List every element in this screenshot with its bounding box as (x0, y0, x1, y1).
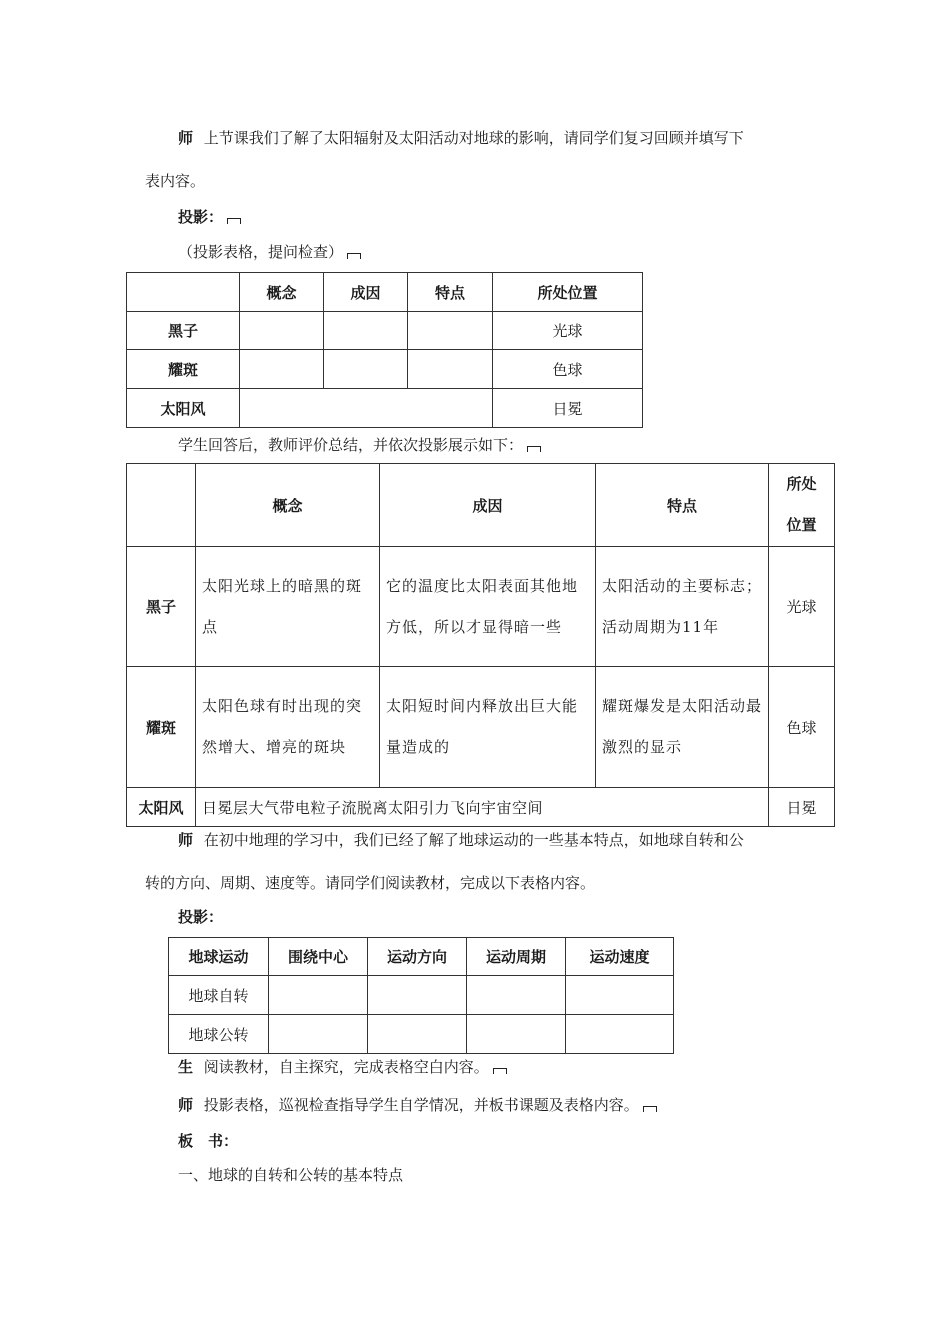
row-label: 太阳风 (127, 788, 196, 827)
blank-cell (324, 312, 408, 350)
projection-note: （投影表格，提问检查） (178, 241, 361, 262)
blank-cell (324, 350, 408, 389)
table-row (169, 1015, 674, 1054)
table-row (127, 667, 835, 788)
table-header-cell: 所处 位置 (769, 464, 835, 547)
paragraph-student: 生 阅读教材，自主探究，完成表格空白内容。 (178, 1056, 507, 1077)
projection-label: 投影： (178, 908, 224, 926)
table-row (127, 788, 835, 827)
paragraph-intro (178, 127, 744, 148)
concept-cell: 太阳色球有时出现的突然增大、增亮的斑块 (196, 667, 380, 788)
return-mark-icon (227, 218, 241, 224)
location-cell: 日冕 (493, 389, 643, 428)
table-header-cell: 概念 (196, 464, 380, 547)
blank-cell (269, 1015, 368, 1054)
projection-label: 投影： (178, 206, 241, 227)
return-mark-icon (493, 1068, 507, 1074)
table-header-cell: 成因 (380, 464, 596, 547)
return-mark-icon (347, 253, 361, 259)
blank-cell (467, 976, 566, 1015)
blank-cell (408, 350, 493, 389)
location-cell: 光球 (769, 547, 835, 667)
speaker-student: 生 (178, 1058, 194, 1076)
row-label: 太阳风 (127, 389, 240, 428)
table-header-cell: 围绕中心 (269, 938, 368, 976)
table-row (127, 350, 643, 389)
row-label: 耀斑 (127, 350, 240, 389)
cause-cell: 太阳短时间内释放出巨大能量造成的 (380, 667, 596, 788)
paragraph-teacher: 师 投影表格，巡视检查指导学生自学情况，并板书课题及表格内容。 (178, 1094, 657, 1115)
blank-cell (566, 976, 674, 1015)
location-cell: 光球 (493, 312, 643, 350)
table-header-cell: 成因 (324, 273, 408, 312)
row-label: 地球公转 (169, 1015, 269, 1054)
cause-cell: 它的温度比太阳表面其他地方低，所以才显得暗一些 (380, 547, 596, 667)
table-header-cell: 概念 (240, 273, 324, 312)
table-header-cell (127, 273, 240, 312)
table-row (169, 976, 674, 1015)
speaker-teacher: 师 (178, 1096, 194, 1114)
table-earth-motion (168, 937, 674, 1054)
blank-cell (368, 976, 467, 1015)
paragraph-text: 上节课我们了解了太阳辐射及太阳活动对地球的影响，请同学们复习回顾并填写下 (203, 129, 744, 147)
location-cell: 日冕 (769, 788, 835, 827)
row-label: 耀斑 (127, 667, 196, 788)
table-header-cell: 特点 (408, 273, 493, 312)
row-label: 黑子 (127, 312, 240, 350)
table-sun-activity-filled (126, 463, 835, 827)
table-header-cell: 运动速度 (566, 938, 674, 976)
row-label: 地球自转 (169, 976, 269, 1015)
table-row (127, 547, 835, 667)
paragraph-summary: 学生回答后，教师评价总结，并依次投影展示如下： (178, 434, 541, 455)
paragraph-text-cont: 转的方向、周期、速度等。请同学们阅读教材，完成以下表格内容。 (145, 874, 596, 892)
blank-cell (269, 976, 368, 1015)
table-header-cell: 地球运动 (169, 938, 269, 976)
blank-cell (467, 1015, 566, 1054)
return-mark-icon (527, 446, 541, 452)
table-sun-activity-blank (126, 272, 643, 428)
table-header-cell (127, 464, 196, 547)
table-row (127, 312, 643, 350)
table-header-cell: 特点 (596, 464, 769, 547)
paragraph-text: 在初中地理的学习中，我们已经了解了地球运动的一些基本特点，如地球自转和公 (203, 831, 744, 849)
blank-cell (240, 312, 324, 350)
location-cell: 色球 (769, 667, 835, 788)
blank-cell (240, 350, 324, 389)
return-mark-icon (643, 1106, 657, 1112)
row-label: 黑子 (127, 547, 196, 667)
speaker-teacher: 师 (178, 129, 194, 147)
paragraph-earth-motion (178, 829, 744, 850)
blank-cell (240, 389, 493, 428)
concept-cell: 太阳光球上的暗黑的斑点 (196, 547, 380, 667)
speaker-teacher: 师 (178, 831, 194, 849)
blank-cell (408, 312, 493, 350)
table-header-cell: 运动方向 (368, 938, 467, 976)
paragraph-text-cont: 表内容。 (145, 172, 206, 190)
feature-cell: 耀斑爆发是太阳活动最激烈的显示 (596, 667, 769, 788)
table-row (127, 389, 643, 428)
blackboard-label: 板 书： (178, 1132, 239, 1150)
table-header-cell: 所处位置 (493, 273, 643, 312)
section-heading: 一、地球的自转和公转的基本特点 (178, 1166, 404, 1184)
location-cell: 色球 (493, 350, 643, 389)
blank-cell (368, 1015, 467, 1054)
feature-cell: 太阳活动的主要标志；活动周期为11年 (596, 547, 769, 667)
concept-cell: 日冕层大气带电粒子流脱离太阳引力飞向宇宙空间 (196, 788, 769, 827)
blank-cell (566, 1015, 674, 1054)
table-header-cell: 运动周期 (467, 938, 566, 976)
